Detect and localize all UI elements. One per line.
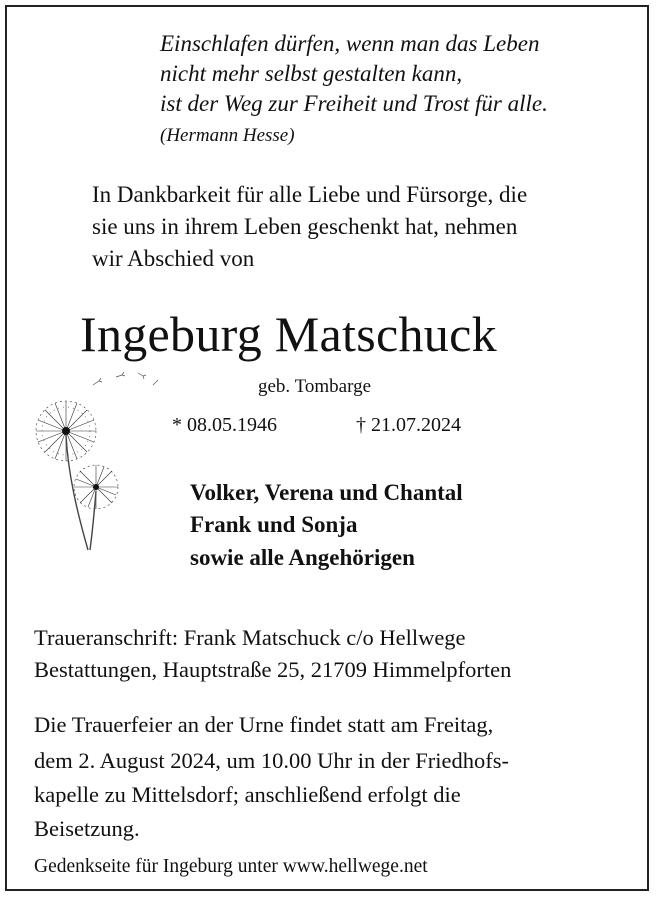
deceased-name: Ingeburg Matschuck bbox=[80, 306, 497, 362]
intro-line-1: In Dankbarkeit für alle Liebe und Fürsorge, die bbox=[92, 182, 528, 207]
quote-author: (Hermann Hesse) bbox=[160, 125, 295, 146]
quote-line-1: Einschlafen dürfen, wenn man das Leben bbox=[160, 31, 540, 56]
quote-line-3: ist der Weg zur Freiheit und Trost für alle. bbox=[160, 91, 548, 116]
family-line-2: Frank und Sonja bbox=[190, 512, 358, 537]
maiden-name: geb. Tombarge bbox=[258, 376, 371, 397]
family-line-1: Volker, Verena und Chantal bbox=[190, 480, 463, 505]
ceremony-line-1: Die Trauerfeier an der Urne findet statt am Freitag, bbox=[34, 712, 494, 737]
intro-line-3: wir Abschied von bbox=[92, 246, 255, 271]
birth-date: * 08.05.1946 bbox=[172, 414, 277, 436]
address-line-2: Bestattungen, Hauptstraße 25, 21709 Himmelpforten bbox=[34, 657, 512, 682]
memorial-page-link: Gedenkseite für Ingeburg unter www.hellwege.net bbox=[34, 856, 428, 877]
address-line-1: Traueranschrift: Frank Matschuck c/o Hellwege bbox=[34, 625, 466, 650]
dandelion-icon bbox=[18, 365, 158, 555]
death-date: † 21.07.2024 bbox=[356, 414, 461, 436]
quote-line-2: nicht mehr selbst gestalten kann, bbox=[160, 61, 463, 86]
family-line-3: sowie alle Angehörigen bbox=[190, 545, 415, 570]
ceremony-line-4: Beisetzung. bbox=[34, 816, 140, 841]
intro-line-2: sie uns in ihrem Leben geschenkt hat, nehmen bbox=[92, 214, 518, 239]
ceremony-line-3: kapelle zu Mittelsdorf; anschließend erfolgt die bbox=[34, 782, 461, 807]
ceremony-line-2: dem 2. August 2024, um 10.00 Uhr in der Friedhofs- bbox=[34, 748, 509, 773]
